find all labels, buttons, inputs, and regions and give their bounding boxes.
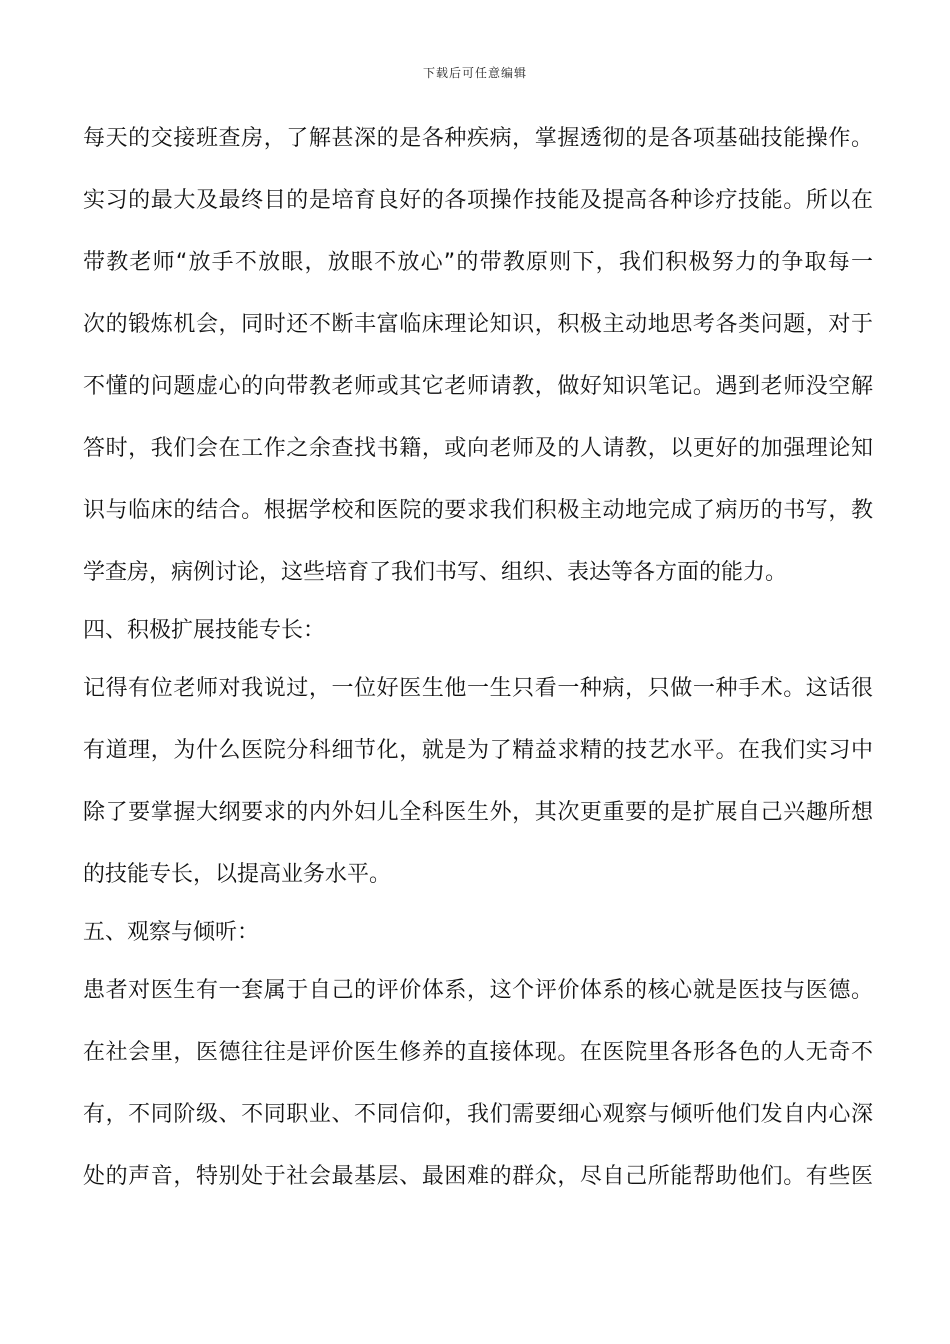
paragraph-line: 有，不同阶级、不同职业、不同信仰，我们需要细心观察与倾听他们发自内心深 (83, 1102, 873, 1127)
paragraph-line: 每天的交接班查房，了解甚深的是各种疾病，掌握透彻的是各项基础技能操作。 (83, 126, 873, 151)
paragraph-line: 答时，我们会在工作之余查找书籍，或向老师及的人请教，以更好的加强理论知 (83, 436, 873, 461)
section-heading: 五、观察与倾听： (83, 920, 260, 945)
paragraph-line: 患者对医生有一套属于自己的评价体系，这个评价体系的核心就是医技与医德。 (83, 978, 873, 1003)
paragraph-line: 次的锻炼机会，同时还不断丰富临床理论知识，积极主动地思考各类问题，对于 (83, 312, 873, 337)
paragraph-line: 不懂的问题虚心的向带教老师或其它老师请教，做好知识笔记。遇到老师没空解 (83, 374, 873, 399)
paragraph-line: 的技能专长，以提高业务水平。 (83, 862, 392, 887)
paragraph-line: 有道理，为什么医院分科细节化，就是为了精益求精的技艺水平。在我们实习中 (83, 738, 873, 763)
paragraph-line: 学查房，病例讨论，这些培育了我们书写、组织、表达等各方面的能力。 (83, 560, 788, 585)
paragraph-line: 处的声音，特别处于社会最基层、最困难的群众，尽自己所能帮助他们。有些医 (83, 1164, 873, 1189)
section-heading: 四、积极扩展技能专长： (83, 618, 326, 643)
paragraph-line: 实习的最大及最终目的是培育良好的各项操作技能及提高各种诊疗技能。所以在 (83, 188, 873, 213)
body-text (83, 114, 873, 1214)
paragraph-line: 带教老师“放手不放眼，放眼不放心”的带教原则下，我们积极努力的争取每一 (83, 250, 873, 275)
paragraph-line: 在社会里，医德往往是评价医生修养的直接体现。在医院里各形各色的人无奇不 (83, 1040, 873, 1065)
paragraph-line: 识与临床的结合。根据学校和医院的要求我们积极主动地完成了病历的书写，教 (83, 498, 873, 523)
paragraph-line: 记得有位老师对我说过，一位好医生他一生只看一种病，只做一种手术。这话很 (83, 676, 873, 701)
paragraph-line: 除了要掌握大纲要求的内外妇儿全科医生外，其次更重要的是扩展自己兴趣所想 (83, 800, 873, 825)
header-note: 下载后可任意编辑 (422, 66, 527, 80)
